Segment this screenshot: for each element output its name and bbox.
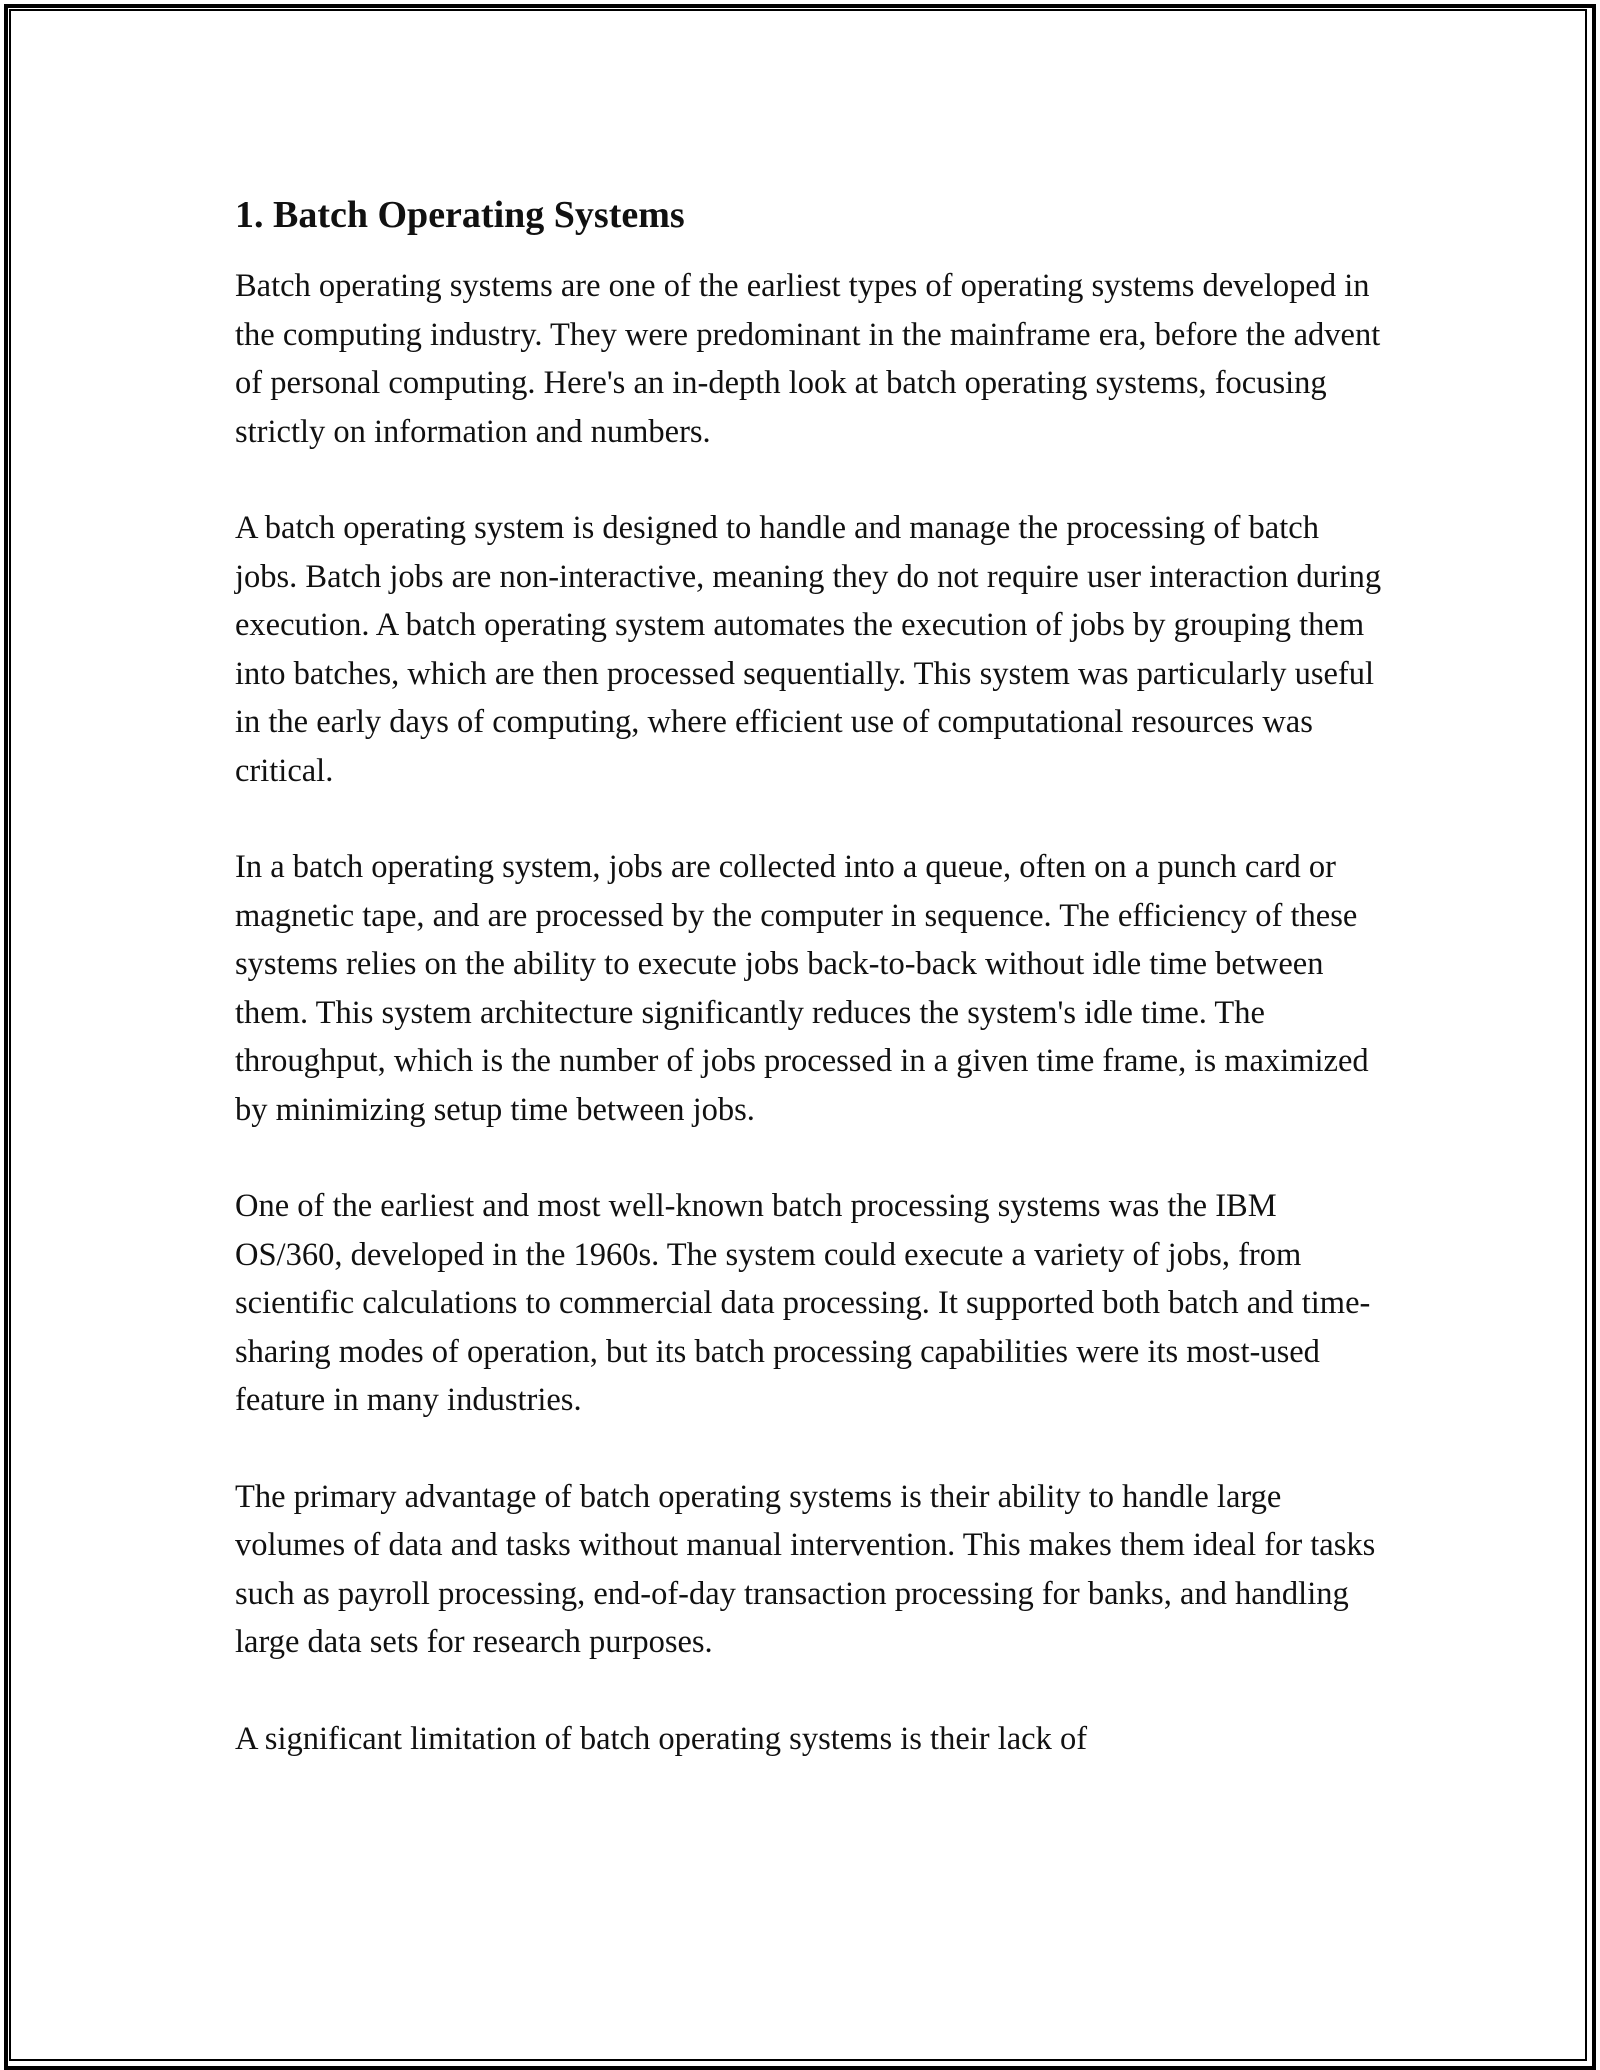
section-heading: 1. Batch Operating Systems xyxy=(235,194,685,236)
paragraph-advantages: The primary advantage of batch operating systems is their ability to handle large volumes of data and tasks without manual intervention. This makes them ideal for tasks such as payroll processing, end-of-day transaction processing for banks, and handling large data sets for research purposes. xyxy=(235,1478,1376,1660)
paragraph-limitations: A significant limitation of batch operating systems is their lack of xyxy=(235,1720,1088,1757)
paragraph-definition: A batch operating system is designed to handle and manage the processing of batch jobs. Batch jobs are non-interactive, meaning they do not require user interaction during execution. A batch operating system automates the execution of jobs by grouping them into batches, which are then processed sequentially. This system was particularly useful in the early days of computing, where efficient use of computational resources was critical. xyxy=(235,510,1382,789)
paragraph-ibm-os360: One of the earliest and most well-known batch processing systems was the IBM OS/360, developed in the 1960s. The system could execute a variety of jobs, from scientific calculations to commercial data processing. It supported both batch and time-sharing modes of operation, but its batch processing capabilities were its most-used feature in many industries. xyxy=(235,1188,1371,1418)
document-body xyxy=(235,188,1385,1811)
paragraph-intro: Batch operating systems are one of the earliest types of operating systems developed in the computing industry. They were predominant in the mainframe era, before the advent of personal computing. Here's an in-depth look at batch operating systems, focusing strictly on information and numbers. xyxy=(235,268,1381,450)
paragraph-queue: In a batch operating system, jobs are collected into a queue, often on a punch card or magnetic tape, and are processed by the computer in sequence. The efficiency of these systems relies on the ability to execute jobs back-to-back without idle time between them. This system architecture significantly reduces the system's idle time. The throughput, which is the number of jobs processed in a given time frame, is maximized by minimizing setup time between jobs. xyxy=(235,849,1369,1128)
